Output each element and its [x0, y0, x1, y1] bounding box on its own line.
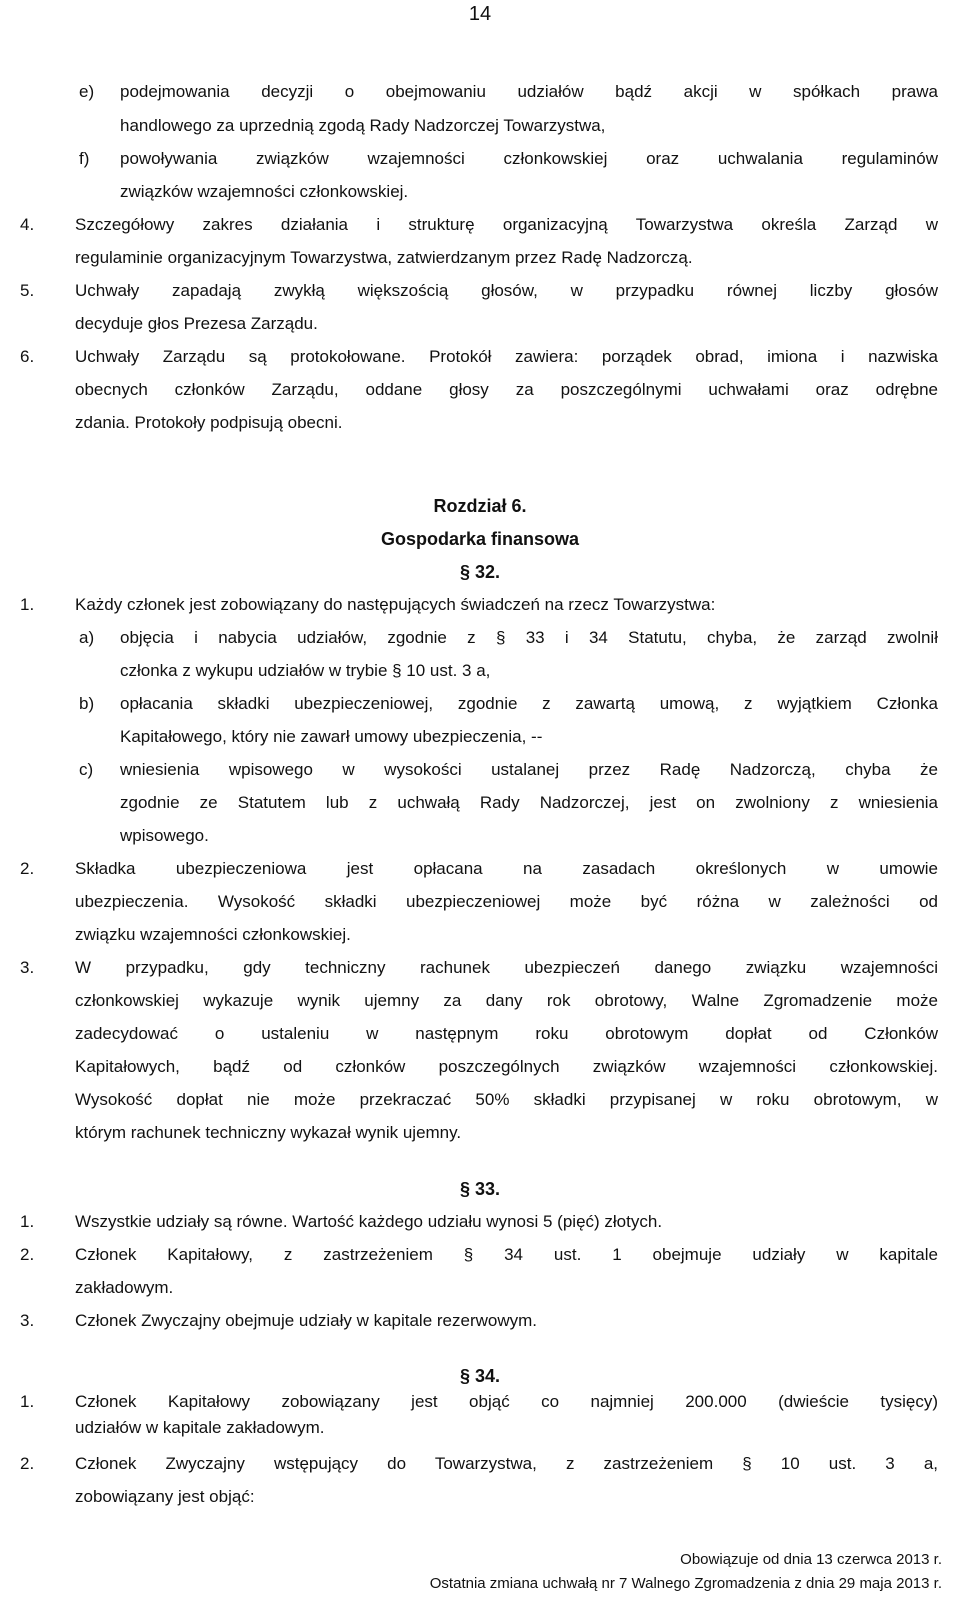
point-marker: 2.	[20, 1245, 35, 1264]
section-mark: § 34.	[459, 1366, 501, 1386]
point-line: zakładowym.	[75, 1278, 174, 1297]
point-line: Szczegółowy zakres działania i strukturę organizacyjną Towarzystwa określa Zarząd w	[75, 215, 938, 234]
point-line: Wysokość dopłat nie może przekraczać 50% składki przypisanej w roku obrotowym, w	[75, 1090, 938, 1109]
list-marker: b)	[79, 694, 95, 713]
list-item-line: opłacania składki ubezpieczeniowej, zgodnie z zawartą umową, z wyjątkiem Członka	[120, 694, 938, 713]
point-marker: 3.	[20, 1311, 35, 1330]
point-marker: 6.	[20, 347, 35, 366]
list-marker: c)	[79, 760, 94, 779]
section-mark: § 33.	[459, 1179, 501, 1199]
list-marker: a)	[79, 628, 95, 647]
list-item-line: wpisowego.	[120, 826, 209, 845]
point-marker: 3.	[20, 958, 35, 977]
point-line: którym rachunek techniczny wykazał wynik ujemny.	[75, 1123, 462, 1142]
point-line: Uchwały zapadają zwykłą większością głosów, w przypadku równej liczby głosów	[75, 281, 938, 300]
point-line: Członek Kapitałowy zobowiązany jest objąć co najmniej 200.000 (dwieście tysięcy)	[75, 1392, 938, 1411]
point-marker: 4.	[20, 215, 35, 234]
section-mark: § 32.	[459, 562, 501, 582]
list-item-line: powoływania związków wzajemności członkowskiej oraz uchwalania regulaminów	[120, 149, 938, 168]
point-line: Członek Zwyczajny wstępujący do Towarzystwa, z zastrzeżeniem § 10 ust. 3 a,	[75, 1454, 938, 1473]
point-line: zadecydować o ustaleniu w następnym roku obrotowym dopłat od Członków	[75, 1024, 938, 1043]
point-marker: 2.	[20, 859, 35, 878]
point-marker: 2.	[20, 1454, 35, 1473]
point-marker: 1.	[20, 595, 35, 614]
point-line: związku wzajemności członkowskiej.	[75, 925, 351, 944]
point-line: ubezpieczenia. Wysokość składki ubezpieczeniowej może być różna w zależności od	[75, 892, 938, 911]
point-marker: 1.	[20, 1212, 35, 1231]
point-marker: 1.	[20, 1392, 35, 1411]
point-line: obecnych członków Zarządu, oddane głosy za poszczególnymi uchwałami oraz odrębne	[75, 380, 938, 399]
page-number: 14	[468, 3, 492, 25]
point-line: członkowskiej wykazuje wynik ujemny za dany rok obrotowy, Walne Zgromadzenie może	[75, 991, 938, 1010]
point-line: Uchwały Zarządu są protokołowane. Protokół zawiera: porządek obrad, imiona i nazwiska	[75, 347, 938, 366]
chapter-title: Rozdział 6.	[433, 496, 527, 516]
list-marker: f)	[79, 149, 90, 168]
point-line: regulaminie organizacyjnym Towarzystwa, zatwierdzanym przez Radę Nadzorczą.	[75, 248, 693, 267]
point-line: Każdy członek jest zobowiązany do następujących świadczeń na rzecz Towarzystwa:	[75, 595, 716, 614]
point-line: decyduje głos Prezesa Zarządu.	[75, 314, 318, 333]
point-line: zdania. Protokoły podpisują obecni.	[75, 413, 343, 432]
point-marker: 5.	[20, 281, 35, 300]
list-item-line: handlowego za uprzednią zgodą Rady Nadzorczej Towarzystwa,	[120, 116, 606, 135]
point-line: Członek Kapitałowy, z zastrzeżeniem § 34 ust. 1 obejmuje udziały w kapitale	[75, 1245, 938, 1264]
chapter-subtitle: Gospodarka finansowa	[380, 529, 580, 549]
list-item-line: związków wzajemności członkowskiej.	[120, 182, 409, 201]
list-item-line: podejmowania decyzji o obejmowaniu udziałów bądź akcji w spółkach prawa	[120, 82, 938, 101]
point-line: zobowiązany jest objąć:	[75, 1487, 255, 1506]
point-line: udziałów w kapitale zakładowym.	[75, 1418, 325, 1437]
list-item-line: objęcia i nabycia udziałów, zgodnie z § 33 i 34 Statutu, chyba, że zarząd zwolnił	[120, 628, 938, 647]
footer-effective-date: Obowiązuje od dnia 13 czerwca 2013 r.	[680, 1551, 942, 1568]
point-line: W przypadku, gdy techniczny rachunek ubezpieczeń danego związku wzajemności	[75, 958, 938, 977]
list-marker: e)	[79, 82, 95, 101]
list-item-line: wniesienia wpisowego w wysokości ustalanej przez Radę Nadzorczą, chyba że	[120, 760, 938, 779]
list-item-line: zgodnie ze Statutem lub z uchwałą Rady Nadzorczej, jest on zwolniony z wniesienia	[120, 793, 938, 812]
point-line: Kapitałowych, bądź od członków poszczególnych związków wzajemności członkowskiej.	[75, 1057, 938, 1076]
point-line: Składka ubezpieczeniowa jest opłacana na zasadach określonych w umowie	[75, 859, 938, 878]
footer-last-amendment: Ostatnia zmiana uchwałą nr 7 Walnego Zgromadzenia z dnia 29 maja 2013 r.	[429, 1575, 942, 1592]
list-item-line: Kapitałowego, który nie zawarł umowy ubezpieczenia, --	[120, 727, 543, 746]
point-line: Wszystkie udziały są równe. Wartość każdego udziału wynosi 5 (pięć) złotych.	[75, 1212, 663, 1231]
list-item-line: członka z wykupu udziałów w trybie § 10 ust. 3 a,	[120, 661, 491, 680]
point-line: Członek Zwyczajny obejmuje udziały w kapitale rezerwowym.	[75, 1311, 538, 1330]
